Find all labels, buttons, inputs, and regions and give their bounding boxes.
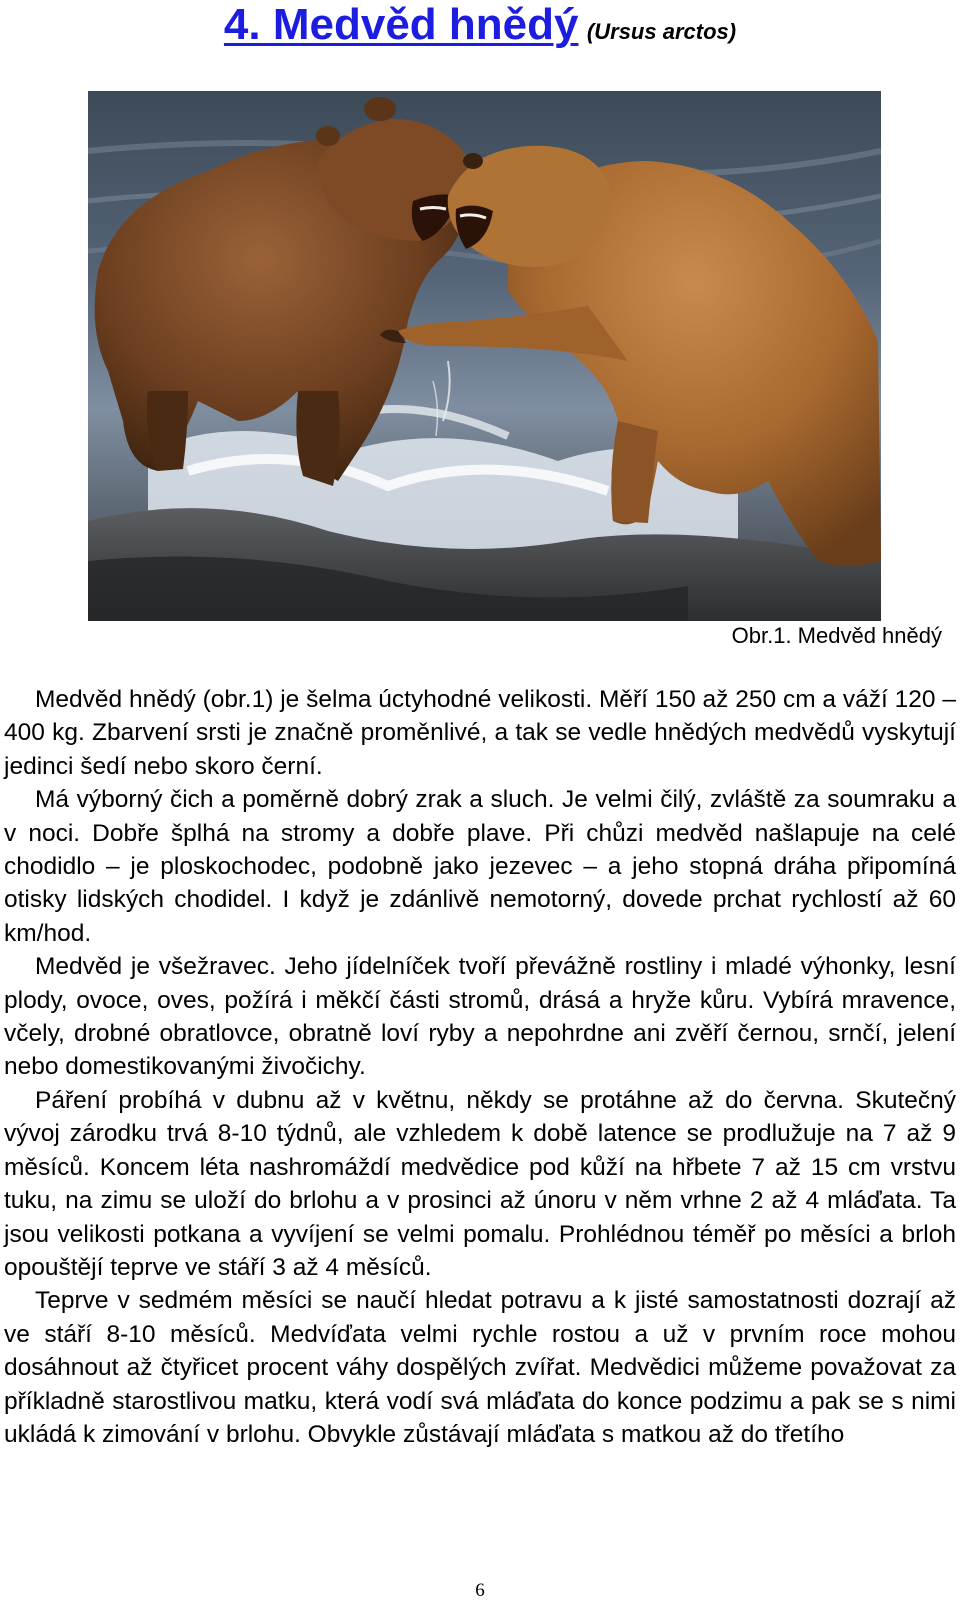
paragraph: Teprve v sedmém měsíci se naučí hledat potravu a k jisté samostatnosti dozrají až ve stáří 8-10 měsíců. Medvíďata velmi rychle rostou a už v prvním roce mohou dosáhnout až čtyřicet procent váhy dospělých zvířat. Medvědici můžeme považovat za příkladně starostlivou matku, která vodí svá mláďata do konce podzimu a pak se s nimi ukládá k zimování v brlohu. Obvykle zůstávají mláďata s matkou až do třetího xyxy=(4,1287,956,1448)
paragraph: Má výborný čich a poměrně dobrý zrak a sluch. Je velmi čilý, zvláště za soumraku a v noci. Dobře šplhá na stromy a dobře plave. Při chůzi medvěd našlapuje na celé chodidlo – je ploskochodec, podobně jako jezevec – a jeho stopná dráha připomíná otisky lidských chodidel. I když je zdánlivě nemotorný, dovede prchat rychlostí až 60 km/hod. xyxy=(4,786,956,947)
paragraph: Páření probíhá v dubnu až v květnu, někdy se protáhne až do června. Skutečný vývoj zárodku trvá 8-10 týdnů, ale vzhledem k době latence se prodlužuje na 7 až 9 měsíců. Koncem léta nashromáždí medvědice pod kůží na hřbete 7 až 15 cm vrstvu tuku, na zimu se uloží do brlohu a v prosinci až únoru v něm vrhne 2 až 4 mláďata. Ta jsou velikosti potkana a vyvíjení se velmi pomalu. Prohlédnou téměř po měsíci a brloh opouštějí teprve ve stáří 3 až 4 měsíců. xyxy=(4,1086,956,1281)
figure-caption: Obr.1. Medvěd hnědý xyxy=(731,623,942,648)
page-title: 4. Medvěd hnědý xyxy=(223,0,579,49)
latin-name: (Ursus arctos) xyxy=(586,19,737,44)
paragraph: Medvěd hnědý (obr.1) je šelma úctyhodné velikosti. Měří 150 až 250 cm a váží 120 – 400 kg. Zbarvení srsti je značně proměnlivé, a tak se vedle hnědých medvědů vyskytují jedinci šedí nebo skoro černí. xyxy=(4,686,956,780)
page-title-row xyxy=(0,0,960,50)
page-number: 6 xyxy=(475,1580,485,1601)
article-body xyxy=(4,683,956,1451)
paragraph: Medvěd je všežravec. Jeho jídelníček tvoří převážně rostliny i mladé výhonky, lesní plody, ovoce, oves, požírá i měkčí části stromů, drásá a hryže kůru. Vybírá mravence, včely, drobné obratlovce, obratně loví ryby a nepohrdne ani zvěří černou, srnčí, jelení nebo domestikovanými živočichy. xyxy=(4,953,956,1081)
brown-bears-photo xyxy=(88,91,881,621)
